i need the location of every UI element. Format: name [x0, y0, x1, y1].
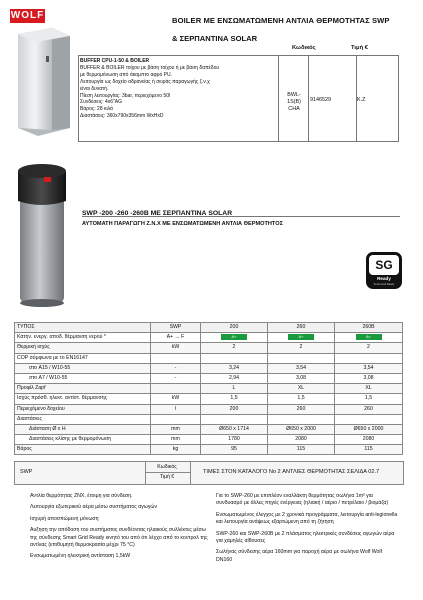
- spec-value: Ø650 x 1714: [201, 424, 268, 434]
- spec-value: 200: [201, 404, 268, 414]
- spec-row: [15, 394, 403, 404]
- spec-unit: A+ → F: [151, 333, 201, 343]
- product1-desc-line: Πίεση λειτουργίας: 3bar, περιεχόμενο 50l: [80, 92, 171, 99]
- sg-badge-ready: Ready: [377, 276, 391, 281]
- spec-value: 115: [268, 445, 335, 455]
- feature-item: Ισχυρή αποσπώμενη μόνωση: [30, 515, 99, 522]
- spec-unit: kW: [151, 343, 201, 353]
- spec-row: [15, 323, 403, 333]
- spec-unit: [151, 384, 201, 394]
- product1-model-line2: CHA: [288, 106, 300, 112]
- sg-ready-badge: [366, 252, 402, 289]
- spec-row: [15, 363, 403, 373]
- spec-value: XL: [335, 384, 403, 394]
- spec-value: 260: [268, 323, 335, 333]
- spec-unit: kg: [151, 445, 201, 455]
- price-row-divider: [145, 462, 146, 484]
- feature-item: Αντλία θερμότητας ΖΝΧ, έτοιμη για σύνδεση.: [30, 493, 133, 499]
- spec-unit: mm: [151, 424, 201, 434]
- product1-desc-line: Συνδέσεις: 4x6"AG: [80, 99, 123, 106]
- price-row-divider: [190, 462, 191, 484]
- spec-unit: mm: [151, 435, 201, 445]
- spec-value: L: [201, 384, 268, 394]
- product1-description: [80, 58, 275, 120]
- spec-value: 3,08: [335, 373, 403, 383]
- sg-badge-text: SG: [369, 255, 399, 275]
- spec-value: [268, 333, 335, 343]
- spec-unit: l: [151, 404, 201, 414]
- spec-row: [15, 445, 403, 455]
- spec-value: Ø650 x 2000: [335, 424, 403, 434]
- page-title: BOILER ΜΕ ΕΝΣΩΜΑΤΩΜΕΝΗ ΑΝΤΛΙΑ ΘΕΡΜΟΤΗΤΑΣ SWP: [172, 16, 390, 25]
- spec-value: 1,5: [201, 394, 268, 404]
- spec-row: [15, 353, 403, 363]
- features-left: [30, 493, 212, 565]
- spec-row: [15, 414, 403, 424]
- spec-unit: kW: [151, 394, 201, 404]
- price-row-price-label: Τιμή €: [159, 474, 175, 480]
- product1-code: 9146529: [310, 97, 331, 103]
- spec-unit: SWP: [151, 323, 201, 333]
- spec-value: 200: [201, 323, 268, 333]
- product1-model-line1: BWL-1S(B): [287, 92, 301, 105]
- spec-value: 2: [201, 343, 268, 353]
- spec-row: [15, 373, 403, 383]
- spec-label: Θερμική ισχύς: [15, 343, 151, 353]
- features-right: [216, 493, 398, 568]
- price-row: [14, 461, 404, 485]
- spec-unit: -: [151, 373, 201, 383]
- product1-desc-line: Διαστάσεις: 360x790x356mm WxHxD: [80, 113, 164, 120]
- spec-row: [15, 404, 403, 414]
- spec-value: 3,54: [268, 363, 335, 373]
- spec-value: 260: [268, 404, 335, 414]
- spec-value: [268, 414, 335, 424]
- spec-label: ΤΥΠΟΣ: [15, 323, 151, 333]
- spec-value: 115: [335, 445, 403, 455]
- feature-item: Σωλήνας σύνδεσης αέρα 160mm για παροχή αέρα με σωλήνα Wolf Wolf DN160: [216, 549, 383, 563]
- spec-value: Ø650 x 2000: [268, 424, 335, 434]
- spec-value: [201, 353, 268, 363]
- spec-value: 3,08: [268, 373, 335, 383]
- spec-label: Διαστάσεις: [15, 414, 151, 424]
- spec-value: 2: [335, 343, 403, 353]
- heat-pump-tank-image: [14, 159, 70, 309]
- product1-desc-line: BUFFER & BOILER τοίχου με βάση τοίχου ή με βάση δαπέδου: [80, 64, 220, 71]
- spec-label: στο A7 / W10-55: [15, 373, 151, 383]
- spec-unit: [151, 414, 201, 424]
- section-divider: [82, 216, 400, 217]
- sg-badge-caption: Smart Grid Ready: [373, 283, 395, 286]
- spec-value: 1,5: [335, 394, 403, 404]
- feature-item: Για το SWP-260 με επιπλέον εναλλάκτη θερμότητας σωλήνα 1m² για συνδυασμό με άλλες πηγές ενέργειας (ηλιακή / αέριο / πετρέλαιο / βιομάζα): [216, 493, 389, 507]
- spec-label: Βάρος: [15, 445, 151, 455]
- spec-value: 2080: [268, 435, 335, 445]
- energy-class-badge: A+: [221, 334, 247, 340]
- spec-row: [15, 435, 403, 445]
- spec-value: 1,5: [268, 394, 335, 404]
- price-column-header: Τιμή €: [351, 45, 368, 51]
- feature-item: Ενσωματωμένη ηλεκτρική αντίσταση 1,5kW: [30, 553, 131, 560]
- price-row-model: SWP: [20, 469, 33, 475]
- price-row-note: ΤΙΜΕΣ ΣΤΟΝ ΚΑΤΑΛΟΓΟ No 2 ΑΝΤΛΙΕΣ ΘΕΡΜΟΤΗΤΑΣ ΣΕΛΙΔΑ 02.7: [203, 469, 380, 475]
- product1-price: Κ.Ζ: [357, 97, 366, 103]
- spec-value: [201, 333, 268, 343]
- spec-value: 2080: [335, 435, 403, 445]
- feature-item: Αυξηση την απόδοση του συστήματος συνδέοντας ηλιακούς συλλέκτες μέσω της σύνδεσης Smart Grid Ready κινητό του από ότι λέγχο από το κοντρολ της αντλιας (επιθυμητή θερμοκρασία μέχρι 75 °C): [30, 527, 208, 549]
- spec-row: [15, 384, 403, 394]
- spec-table: [14, 322, 403, 455]
- spec-label: Διαστάσεις κλίσης με θερμομόνωση: [15, 435, 151, 445]
- code-column-header: Κωδικός: [292, 45, 316, 51]
- spec-value: 3,24: [201, 363, 268, 373]
- product1-col-divider: [308, 56, 309, 141]
- spec-label: Διάσταση Ø x H: [15, 424, 151, 434]
- spec-value: [335, 333, 403, 343]
- buffer-tank-image: [12, 26, 72, 138]
- feature-item: Λειτουργία εξωτερικού αέρα μέσω συστήματος αγωγών: [30, 504, 158, 511]
- spec-row: [15, 424, 403, 434]
- spec-unit: -: [151, 363, 201, 373]
- spec-label: Κατην. ενεργ. αποδ. θέρμανση νερού *: [15, 333, 151, 343]
- spec-label: COP σύμφωνα με το EN16147: [15, 353, 151, 363]
- product1-desc-line: Λειτουργία ως δοχείο αδρανείας ή σειράς παραγωγής ζ.ν.χ: [80, 78, 210, 85]
- spec-value: 3,54: [335, 363, 403, 373]
- spec-value: XL: [268, 384, 335, 394]
- product1-desc-line: είναι δυνατή.: [80, 85, 109, 92]
- price-row-code-label: Κωδικός: [157, 464, 177, 470]
- spec-value: [201, 414, 268, 424]
- spec-value: 2: [268, 343, 335, 353]
- feature-item: SWP-260 και SWP-260B με 2 πλάσματος ηλεκτρικές συνδέσεις αγωγών αέρα για χαμηλές αίθουσες: [216, 530, 395, 545]
- product1-desc-line: Βάρος: 28 κιλά: [80, 106, 113, 113]
- feature-item: Ενσωματωμένος έλεγχος με 2 χρονικά προγράμματα, λειτουργία anti-legionella και λειτουργία ανάψεως εξαρτώμενη από τη ζήτηση: [216, 511, 398, 526]
- energy-class-badge: A+: [288, 334, 314, 340]
- product2-subtitle: ΑΥΤΟΜΑΤΗ ΠΑΡΑΓΩΓΗ Ζ.Ν.Χ ΜΕ ΕΝΣΩΜΑΤΩΜΕΝΗ ΑΝΤΛΙΑ ΘΕΡΜΟΤΗΤΟΣ: [82, 221, 283, 227]
- spec-label: Ισχύς πρόσθ. ηλεκτ. αντίστ. θέρμανσης: [15, 394, 151, 404]
- page-title-line2: & ΣΕΡΠΑΝΤΙΝΑ SOLAR: [172, 34, 258, 43]
- spec-label: Προφίλ Zapf: [15, 384, 151, 394]
- spec-row: [15, 333, 403, 343]
- spec-value: 260B: [335, 323, 403, 333]
- product1-name: BUFFER CPU-1-50 & BOILER: [80, 58, 150, 64]
- spec-label: στο A15 / W10-55: [15, 363, 151, 373]
- spec-label: Περιεχόμενο δοχείου: [15, 404, 151, 414]
- spec-value: 260: [335, 404, 403, 414]
- product2-title: SWP -200 -260 -260B ΜΕ ΣΕΡΠΑΝΤΙΝΑ SOLAR: [82, 210, 233, 217]
- spec-value: 1780: [201, 435, 268, 445]
- energy-class-badge: A+: [356, 334, 382, 340]
- spec-value: 95: [201, 445, 268, 455]
- wolf-logo: WOLF: [10, 10, 45, 21]
- product1-desc-line: με θερμομόνωση από άκαμπτο αφρό PU.: [80, 71, 172, 78]
- spec-value: [335, 414, 403, 424]
- spec-value: 2,94: [201, 373, 268, 383]
- product1-model: [281, 92, 307, 113]
- product1-col-divider: [278, 56, 279, 141]
- spec-value: [268, 353, 335, 363]
- price-row-divider: [145, 472, 190, 473]
- spec-unit: [151, 353, 201, 363]
- spec-row: [15, 343, 403, 353]
- spec-value: [335, 353, 403, 363]
